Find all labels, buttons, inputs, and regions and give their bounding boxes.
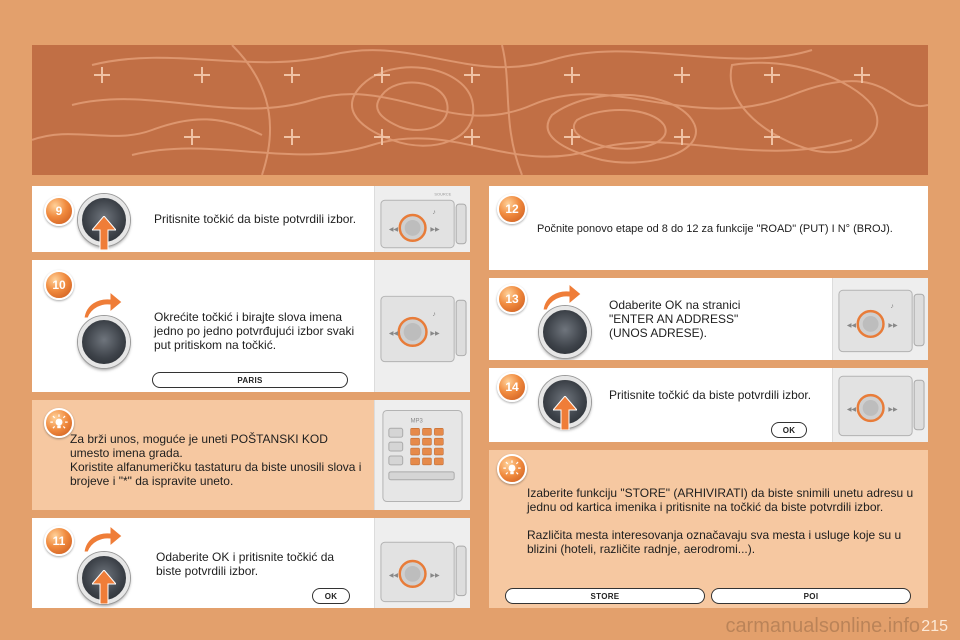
ok-pill: OK (771, 422, 807, 438)
svg-text:▶▶: ▶▶ (430, 226, 440, 233)
step-10-panel (32, 260, 470, 392)
svg-text:▶▶: ▶▶ (888, 406, 898, 413)
tip-postal-code-panel (32, 400, 470, 510)
step-12-text: Počnite ponovo etape od 8 do 12 za funkcije "ROAD" (PUT) I N° (BROJ). (537, 223, 893, 235)
topographic-pattern (32, 45, 928, 175)
step-number-badge: 13 (497, 284, 527, 314)
svg-text:◀◀: ◀◀ (388, 226, 398, 233)
ok-pill: OK (312, 588, 350, 604)
radio-control-panel (374, 518, 470, 608)
svg-text:◀◀: ◀◀ (388, 572, 398, 579)
radio-control-panel (832, 368, 928, 442)
tip-store-text-2: Različita mesta interesovanja označavaju sva mesta i usluge koje su u blizini (hoteli, različite radnje, aerodromi...). (527, 528, 902, 556)
step-number-badge: 10 (44, 270, 74, 300)
svg-text:▶▶: ▶▶ (430, 572, 440, 579)
header-banner (32, 45, 928, 175)
step-13-line-1: Odaberite OK na stranici (609, 298, 741, 312)
step-9-panel (32, 186, 470, 252)
step-13-line-3: (UNOS ADRESE). (609, 326, 708, 340)
svg-text:♪: ♪ (432, 209, 436, 217)
step-number-badge: 9 (44, 196, 74, 226)
svg-text:SOURCE: SOURCE (434, 191, 452, 197)
rotate-arrow-icon (80, 524, 124, 554)
step-13-panel (489, 278, 928, 360)
rotary-knob (539, 306, 591, 358)
step-14-panel (489, 368, 928, 442)
lightbulb-icon (497, 454, 527, 484)
tip-store-panel (489, 450, 928, 608)
step-12-panel (489, 186, 928, 270)
svg-text:▶▶: ▶▶ (888, 322, 898, 329)
radio-control-panel (374, 260, 470, 392)
step-9-text: Pritisnite točkić da biste potvrdili izbor. (154, 212, 357, 226)
tip-text-1: Za brži unos, moguće je uneti POŠTANSKI KOD umesto imena grada. (70, 432, 328, 460)
tip-store-text-1: Izaberite funkciju "STORE" (ARHIVIRATI) da biste snimili unetu adresu u jednu od kartica imenika i pritisnite na točkić da biste potvrdili izbor. (527, 486, 914, 514)
radio-control-panel (374, 186, 470, 252)
push-arrow-icon (553, 396, 577, 430)
step-11-text: Odaberite OK i pritisnite točkić da biste potvrdili izbor. (156, 550, 335, 578)
push-arrow-icon (92, 570, 116, 604)
store-pill: STORE (505, 588, 705, 604)
step-number-badge: 11 (44, 526, 74, 556)
rotary-knob (78, 316, 130, 368)
svg-text:♪: ♪ (890, 303, 894, 311)
paris-pill: PARIS (152, 372, 348, 388)
radio-control-panel (832, 278, 928, 360)
keypad-panel (374, 400, 470, 510)
step-number-badge: 14 (497, 372, 527, 402)
page-number: 215 (921, 618, 948, 635)
step-10-text: Okrećite točkić i birajte slova imena jedno po jedno potvrđujući izbor svaki put pritiskom na točkić. (154, 310, 355, 352)
step-11-panel (32, 518, 470, 608)
step-13-line-2: "ENTER AN ADDRESS" (609, 312, 739, 326)
svg-text:◀◀: ◀◀ (846, 406, 856, 413)
device-mp3-label: MP3 (410, 418, 423, 425)
watermark: carmanualsonline.info (725, 615, 920, 637)
svg-text:♪: ♪ (432, 311, 436, 319)
tip-text-2: Koristite alfanumeričku tastaturu da biste unosili slova i brojeve i "*" da ispravite uneto. (70, 460, 362, 488)
step-number-badge: 12 (497, 194, 527, 224)
svg-text:◀◀: ◀◀ (388, 330, 398, 337)
step-14-text: Pritisnite točkić da biste potvrdili izbor. (609, 388, 812, 402)
svg-text:▶▶: ▶▶ (430, 330, 440, 337)
svg-text:◀◀: ◀◀ (846, 322, 856, 329)
poi-pill: POI (711, 588, 911, 604)
push-arrow-icon (92, 216, 116, 250)
